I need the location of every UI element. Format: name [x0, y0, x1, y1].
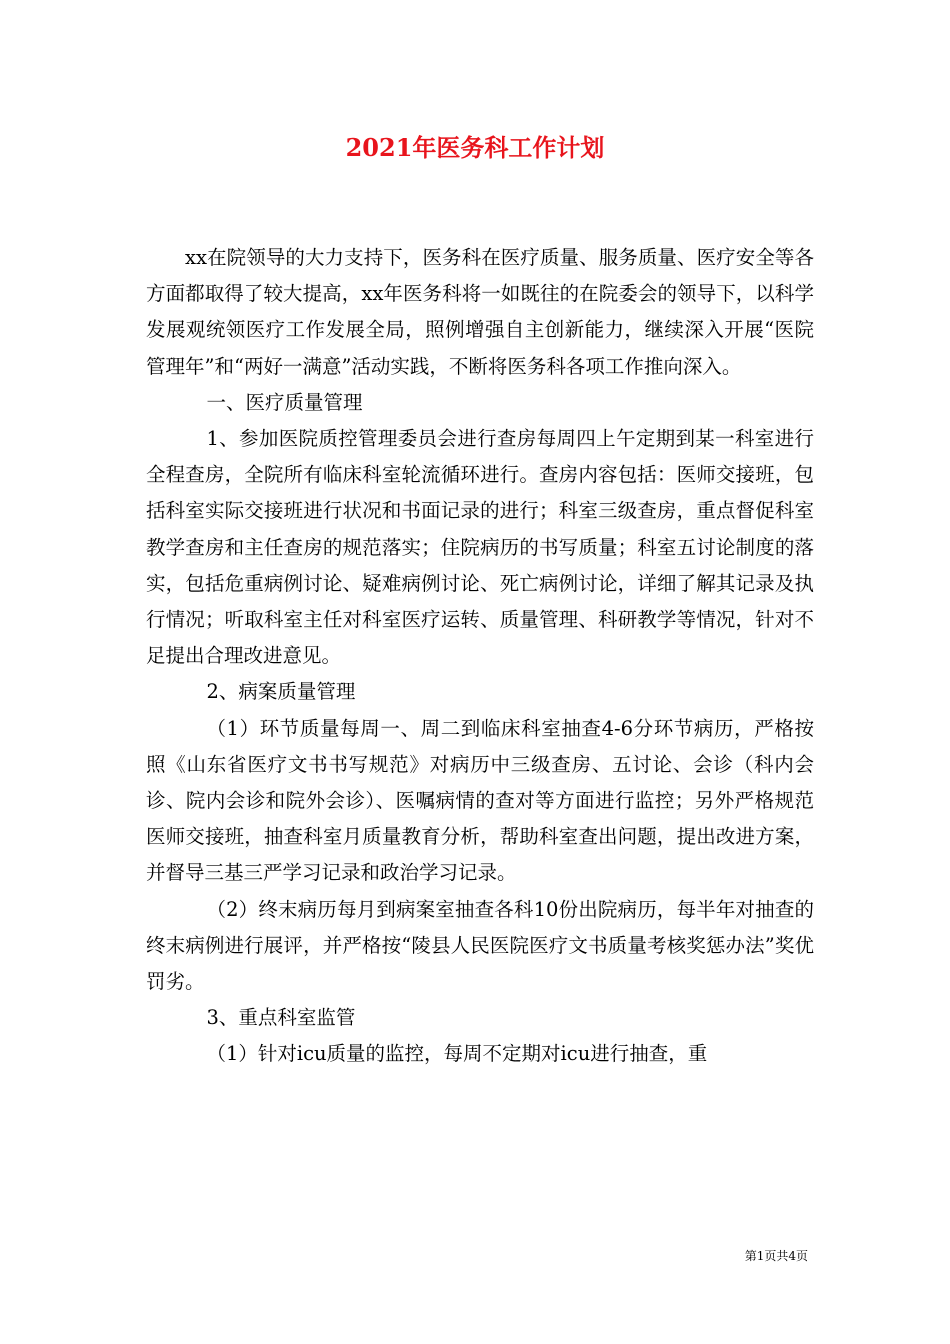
- section-heading-records: 2、病案质量管理: [206, 680, 356, 704]
- paragraph-ward-rounds: 1、参加医院质控管理委员会进行查房每周四上午定期到某一科室进行全程查房，全院所有临床科室轮流循环进行。查房内容包括：医师交接班，包括科室实际交接班进行状况和书面记录的进行；科室三级查房，重点督促科室教学查房和主任查房的规范落实；住院病历的书写质量；科室五讨论制度的落实，包括危重病例讨论、疑难病例讨论、死亡病例讨论，详细了解其记录及执行情况；听取科室主任对科室医疗运转、质量管理、科研教学等情况，针对不足提出合理改进意见。: [146, 427, 814, 668]
- document-body: [146, 240, 814, 1073]
- page-indicator: 第1页共4页: [744, 1249, 808, 1263]
- document-title: 2021年医务科工作计划: [345, 133, 605, 162]
- intro-paragraph: xx在院领导的大力支持下，医务科在医疗质量、服务质量、医疗安全等各方面都取得了较大提高，xx年医务科将一如既往的在院委会的领导下，以科学发展观统领医疗工作发展全局，照例增强自主创新能力，继续深入开展“医院管理年”和“两好一满意”活动实践，不断将医务科各项工作推向深入。: [146, 246, 814, 378]
- paragraph-icu: （1）针对icu质量的监控，每周不定期对icu进行抽查，重: [206, 1042, 708, 1066]
- paragraph-process-quality: （1）环节质量每周一、周二到临床科室抽查4-6分环节病历，严格按照《山东省医疗文书书写规范》对病历中三级查房、五讨论、会诊（科内会诊、院内会诊和院外会诊）、医嘱病情的查对等方面进行监控；另外严格规范医师交接班，抽查科室月质量教育分析，帮助科室查出问题，提出改进方案，并督导三基三严学习记录和政治学习记录。: [146, 716, 814, 885]
- paragraph-terminal-records: （2）终末病历每月到病案室抽查各科10份出院病历，每半年对抽查的终末病例进行展评，并严格按“陵县人民医院医疗文书质量考核奖惩办法”奖优罚劣。: [146, 897, 814, 994]
- section-heading-quality: 一、医疗质量管理: [206, 390, 363, 414]
- section-heading-key-depts: 3、重点科室监管: [206, 1006, 356, 1030]
